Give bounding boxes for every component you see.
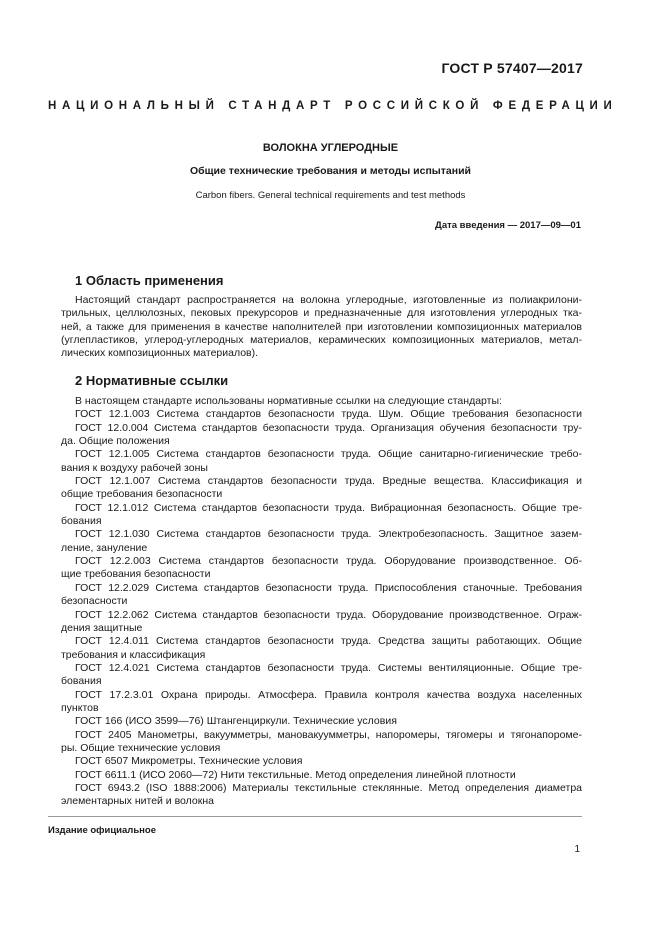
reference-line: общие требования безопасности bbox=[61, 488, 223, 501]
reference-line: ГОСТ 12.1.012 Система стандартов безопасности труда. Вибрационная безопасность. Общие тре- bbox=[75, 501, 582, 514]
reference-line: ГОСТ 12.2.062 Система стандартов безопасности труда. Оборудование производственное. Ограж- bbox=[75, 608, 582, 621]
reference-line: ГОСТ 12.2.029 Система стандартов безопасности труда. Приспособления станочные. Требования bbox=[75, 581, 582, 594]
reference-line: щие требования безопасности bbox=[61, 568, 211, 581]
reference-line: да. Общие положения bbox=[61, 435, 170, 448]
reference-line: ГОСТ 6943.2 (ISO 1888:2006) Материалы текстильные стеклянные. Метод определения диаметра bbox=[75, 781, 582, 794]
paragraph-line: ней, а также для применения в качестве наполнителей при изготовлении композиционных материалов bbox=[61, 320, 582, 333]
reference-line: ление, зануление bbox=[61, 541, 148, 554]
reference-line: ГОСТ 6507 Микрометры. Технические условия bbox=[75, 755, 303, 768]
document-title: ВОЛОКНА УГЛЕРОДНЫЕ bbox=[262, 142, 399, 154]
reference-line: ГОСТ 12.1.007 Система стандартов безопасности труда. Вредные вещества. Классификация и bbox=[75, 475, 582, 488]
reference-line: бования bbox=[61, 515, 102, 528]
section-2-heading: 2 Нормативные ссылки bbox=[75, 373, 229, 388]
paragraph-line: Настоящий стандарт распространяется на волокна углеродные, изготовленные из полиакрилони- bbox=[75, 294, 582, 306]
reference-line: требования и классификация bbox=[61, 648, 206, 661]
reference-line: вания к воздуху рабочей зоны bbox=[61, 461, 208, 474]
reference-line: ГОСТ 12.1.003 Система стандартов безопасности труда. Шум. Общие требования безопасности bbox=[75, 408, 582, 421]
reference-line: ры. Общие технические условия bbox=[61, 741, 221, 754]
reference-line: ГОСТ 6611.1 (ИСО 2060—72) Нити текстильные. Метод определения линейной плотности bbox=[75, 768, 516, 781]
reference-line: ГОСТ 12.2.003 Система стандартов безопасности труда. Оборудование производственное. Об- bbox=[75, 555, 582, 568]
paragraph-line: В настоящем стандарте использованы нормативные ссылки на следующие стандарты: bbox=[75, 395, 502, 407]
reference-line: ГОСТ 12.0.004 Система стандартов безопасности труда. Организация обучения безопасности тру- bbox=[75, 421, 582, 434]
document-subtitle: Общие технические требования и методы испытаний bbox=[190, 165, 471, 177]
reference-line: ГОСТ 12.4.021 Система стандартов безопасности труда. Системы вентиляционные. Общие тре- bbox=[75, 661, 582, 674]
reference-line: безопасности bbox=[61, 595, 128, 608]
introduction-date: Дата введения — 2017—09—01 bbox=[435, 220, 581, 231]
reference-line: ГОСТ 12.1.030 Система стандартов безопасности труда. Электробезопасность. Защитное зазем- bbox=[75, 528, 582, 541]
paragraph-line: трильных, целлюлозных, пековых прекурсоров и предназначенные для изготовления углеродных тка- bbox=[61, 307, 582, 320]
national-standard-banner: НАЦИОНАЛЬНЫЙ СТАНДАРТ РОССИЙСКОЙ ФЕДЕРАЦИИ bbox=[48, 100, 618, 112]
reference-line: дения защитные bbox=[61, 621, 143, 634]
section-2-body bbox=[61, 395, 582, 809]
reference-line: ГОСТ 2405 Манометры, вакуумметры, мановакуумметры, напоромеры, тягомеры и тягонапороме- bbox=[75, 728, 582, 741]
official-edition-label: Издание официальное bbox=[48, 825, 156, 836]
reference-line: ГОСТ 12.4.011 Система стандартов безопасности труда. Средства защиты работающих. Общие bbox=[75, 635, 582, 648]
footer-divider bbox=[48, 816, 582, 817]
reference-line: ГОСТ 12.1.005 Система стандартов безопасности труда. Общие санитарно-гигиенические требо- bbox=[75, 448, 582, 461]
reference-line: бования bbox=[61, 675, 102, 688]
paragraph-line: (углепластиков, углерод-углеродных материалов, керамических композиционных материалов, метал- bbox=[61, 334, 582, 347]
page-number: 1 bbox=[574, 844, 580, 855]
section-1-heading: 1 Область применения bbox=[75, 273, 224, 288]
reference-line: элементарных нитей и волокна bbox=[61, 795, 214, 808]
reference-line: пунктов bbox=[61, 701, 99, 714]
section-1-body bbox=[61, 294, 582, 361]
reference-line: ГОСТ 17.2.3.01 Охрана природы. Атмосфера. Правила контроля качества воздуха населенных bbox=[75, 688, 582, 701]
english-title: Carbon fibers. General technical requirements and test methods bbox=[195, 190, 466, 201]
document-code: ГОСТ Р 57407—2017 bbox=[441, 60, 583, 76]
reference-line: ГОСТ 166 (ИСО 3599—76) Штангенциркули. Технические условия bbox=[75, 715, 397, 728]
paragraph-line: лических композиционных материалов). bbox=[61, 347, 259, 360]
